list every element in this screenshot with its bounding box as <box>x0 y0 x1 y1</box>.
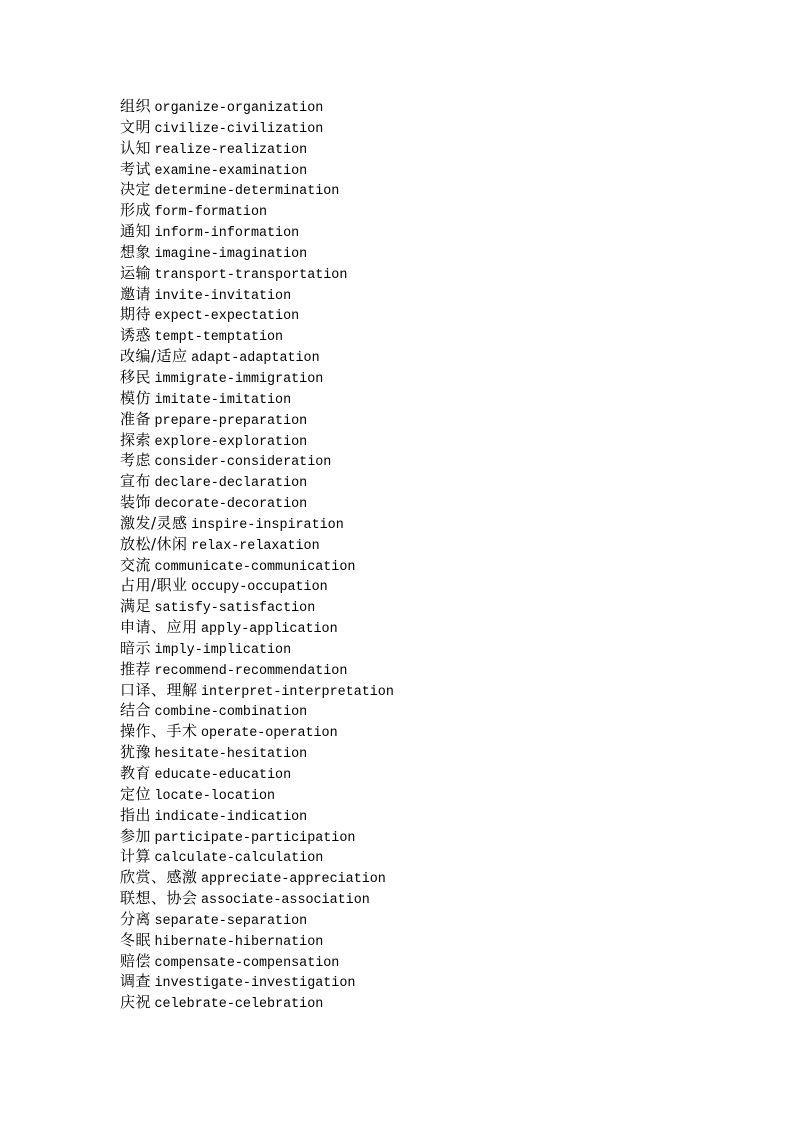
chinese-meaning: 期待 <box>120 305 152 324</box>
english-word-pair: expect-expectation <box>154 309 300 325</box>
chinese-meaning: 激发/灵感 <box>120 513 188 532</box>
english-word-pair: explore-exploration <box>154 434 308 450</box>
vocabulary-entry <box>120 763 394 784</box>
vocabulary-entry <box>120 450 394 471</box>
english-word-pair: compensate-compensation <box>154 955 340 971</box>
english-word-pair: examine-examination <box>154 163 308 179</box>
chinese-meaning: 通知 <box>120 222 152 241</box>
chinese-meaning: 操作、手术 <box>120 722 198 741</box>
vocabulary-entry <box>120 346 394 367</box>
chinese-meaning: 冬眠 <box>120 930 152 949</box>
vocabulary-entry <box>120 846 394 867</box>
chinese-meaning: 探索 <box>120 430 152 449</box>
english-word-pair: associate-association <box>201 893 370 909</box>
chinese-meaning: 联想、协会 <box>120 889 198 908</box>
chinese-meaning: 犹豫 <box>120 743 152 762</box>
english-word-pair: imply-implication <box>154 642 292 658</box>
english-word-pair: hibernate-hibernation <box>154 934 324 950</box>
vocabulary-entry <box>120 700 394 721</box>
vocabulary-entry <box>120 805 394 826</box>
vocabulary-entry <box>120 471 394 492</box>
english-word-pair: calculate-calculation <box>154 851 324 867</box>
chinese-meaning: 调查 <box>120 972 152 991</box>
english-word-pair: recommend-recommendation <box>154 663 348 679</box>
chinese-meaning: 分离 <box>120 909 152 928</box>
vocabulary-entry <box>120 284 394 305</box>
vocabulary-list <box>120 96 394 1013</box>
chinese-meaning: 暗示 <box>120 638 152 657</box>
english-word-pair: communicate-communication <box>154 559 356 575</box>
vocabulary-entry <box>120 888 394 909</box>
english-word-pair: imagine-imagination <box>154 246 308 262</box>
chinese-meaning: 教育 <box>120 764 152 782</box>
english-word-pair: relax-relaxation <box>191 538 320 554</box>
english-word-pair: consider-consideration <box>154 455 332 471</box>
chinese-meaning: 认知 <box>120 138 152 157</box>
english-word-pair: prepare-preparation <box>154 413 308 429</box>
vocabulary-entry <box>120 951 394 972</box>
vocabulary-entry <box>120 575 394 596</box>
chinese-meaning: 想象 <box>120 242 152 261</box>
vocabulary-entry <box>120 304 394 325</box>
english-word-pair: adapt-adaptation <box>191 351 320 367</box>
english-word-pair: participate-participation <box>154 830 356 846</box>
english-word-pair: educate-education <box>154 768 292 783</box>
vocabulary-entry <box>120 179 394 200</box>
chinese-meaning: 指出 <box>120 805 152 824</box>
vocabulary-entry <box>120 430 394 451</box>
vocabulary-entry <box>120 138 394 159</box>
chinese-meaning: 装饰 <box>120 493 152 512</box>
chinese-meaning: 改编/适应 <box>120 347 188 366</box>
chinese-meaning: 邀请 <box>120 284 152 303</box>
vocabulary-entry <box>120 388 394 409</box>
vocabulary-entry <box>120 659 394 680</box>
vocabulary-entry <box>120 638 394 659</box>
chinese-meaning: 移民 <box>120 367 152 386</box>
english-word-pair: transport-transportation <box>154 267 348 283</box>
vocabulary-entry <box>120 200 394 221</box>
english-word-pair: organize-organization <box>154 101 324 116</box>
vocabulary-entry <box>120 96 394 117</box>
english-word-pair: decorate-decoration <box>154 497 308 513</box>
vocabulary-entry <box>120 930 394 951</box>
chinese-meaning: 考试 <box>120 159 152 178</box>
vocabulary-entry <box>120 909 394 930</box>
chinese-meaning: 定位 <box>120 784 152 803</box>
english-word-pair: form-formation <box>154 205 268 221</box>
english-word-pair: tempt-temptation <box>154 330 284 346</box>
vocabulary-entry <box>120 242 394 263</box>
english-word-pair: interpret-interpretation <box>201 684 394 700</box>
english-word-pair: hesitate-hesitation <box>154 747 308 763</box>
vocabulary-entry <box>120 742 394 763</box>
chinese-meaning: 口译、理解 <box>120 680 198 699</box>
english-word-pair: occupy-occupation <box>191 580 328 596</box>
english-word-pair: determine-determination <box>154 184 340 200</box>
vocabulary-entry <box>120 617 394 638</box>
chinese-meaning: 准备 <box>120 409 152 428</box>
english-word-pair: investigate-investigation <box>154 976 356 992</box>
chinese-meaning: 组织 <box>120 97 152 115</box>
vocabulary-entry <box>120 680 394 701</box>
chinese-meaning: 欣赏、感激 <box>120 868 198 887</box>
english-word-pair: immigrate-immigration <box>154 371 324 387</box>
chinese-meaning: 占用/职业 <box>120 576 188 595</box>
english-word-pair: declare-declaration <box>154 476 308 492</box>
english-word-pair: combine-combination <box>154 705 308 721</box>
english-word-pair: imitate-imitation <box>154 392 292 408</box>
chinese-meaning: 模仿 <box>120 388 152 407</box>
english-word-pair: indicate-indication <box>154 809 308 825</box>
chinese-meaning: 决定 <box>120 180 152 199</box>
vocabulary-entry <box>120 555 394 576</box>
english-word-pair: appreciate-appreciation <box>201 872 386 888</box>
vocabulary-entry <box>120 409 394 430</box>
english-word-pair: locate-location <box>154 788 276 804</box>
english-word-pair: satisfy-satisfaction <box>154 601 316 617</box>
chinese-meaning: 庆祝 <box>120 993 152 1012</box>
chinese-meaning: 运输 <box>120 263 152 282</box>
vocabulary-entry <box>120 159 394 180</box>
english-word-pair: operate-operation <box>201 726 338 742</box>
english-word-pair: separate-separation <box>154 913 308 929</box>
chinese-meaning: 结合 <box>120 701 152 720</box>
chinese-meaning: 文明 <box>120 117 152 136</box>
chinese-meaning: 计算 <box>120 847 152 866</box>
vocabulary-entry <box>120 263 394 284</box>
vocabulary-entry <box>120 867 394 888</box>
chinese-meaning: 交流 <box>120 555 152 574</box>
chinese-meaning: 申请、应用 <box>120 618 198 637</box>
vocabulary-entry <box>120 534 394 555</box>
english-word-pair: realize-realization <box>154 142 308 158</box>
chinese-meaning: 考虑 <box>120 451 152 470</box>
chinese-meaning: 宣布 <box>120 472 152 491</box>
english-word-pair: civilize-civilization <box>154 121 324 137</box>
chinese-meaning: 形成 <box>120 201 152 220</box>
vocabulary-entry <box>120 721 394 742</box>
vocabulary-entry <box>120 513 394 534</box>
english-word-pair: celebrate-celebration <box>154 997 324 1013</box>
english-word-pair: apply-application <box>201 622 338 638</box>
vocabulary-entry <box>120 992 394 1013</box>
chinese-meaning: 赔偿 <box>120 951 152 970</box>
vocabulary-entry <box>120 221 394 242</box>
chinese-meaning: 推荐 <box>120 659 152 678</box>
vocabulary-entry <box>120 784 394 805</box>
chinese-meaning: 诱惑 <box>120 326 152 345</box>
vocabulary-entry <box>120 325 394 346</box>
vocabulary-entry <box>120 971 394 992</box>
chinese-meaning: 参加 <box>120 826 152 845</box>
vocabulary-entry <box>120 596 394 617</box>
vocabulary-entry <box>120 367 394 388</box>
english-word-pair: inform-information <box>154 226 300 242</box>
english-word-pair: invite-invitation <box>154 288 292 304</box>
english-word-pair: inspire-inspiration <box>191 517 344 533</box>
vocabulary-entry <box>120 826 394 847</box>
chinese-meaning: 放松/休闲 <box>120 534 188 553</box>
vocabulary-entry <box>120 492 394 513</box>
vocabulary-entry <box>120 117 394 138</box>
chinese-meaning: 满足 <box>120 597 152 616</box>
